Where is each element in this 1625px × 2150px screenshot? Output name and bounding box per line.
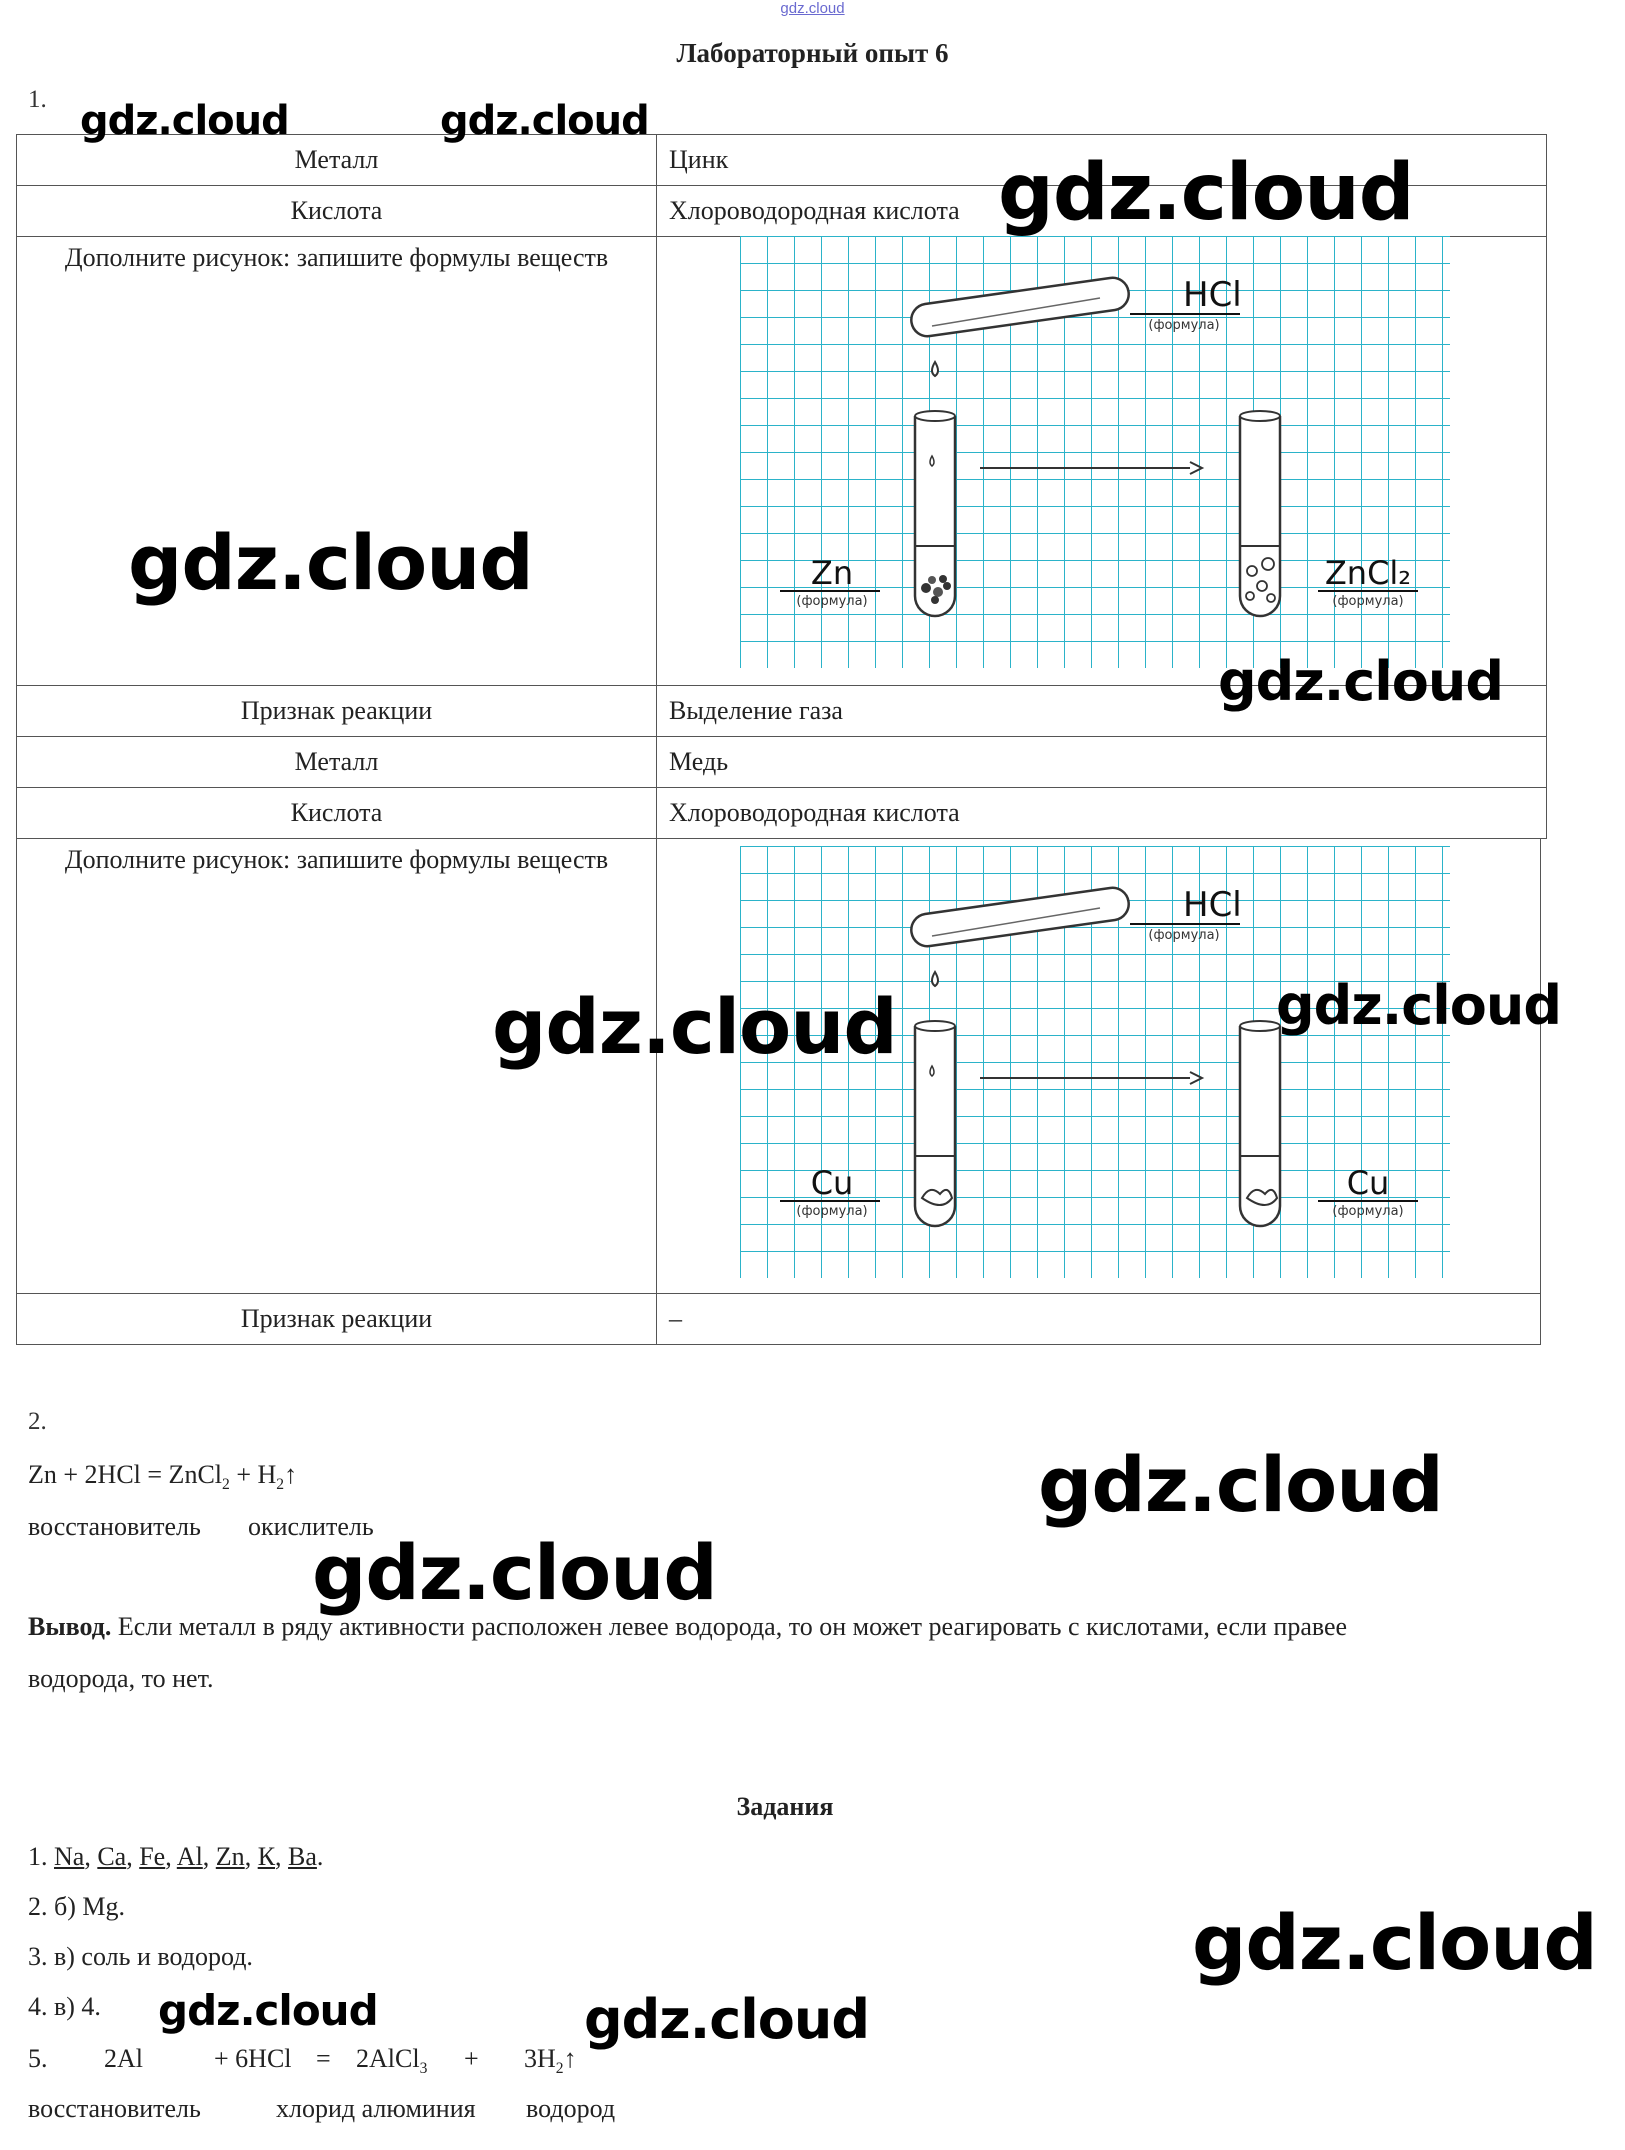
watermark: gdz.cloud bbox=[80, 98, 289, 144]
watermark: gdz.cloud bbox=[1276, 974, 1561, 1037]
task-3: 3. в) соль и водород. bbox=[28, 1942, 253, 1971]
test-tube-zinc-icon bbox=[915, 411, 955, 616]
watermark: gdz.cloud bbox=[492, 982, 897, 1071]
test-tube-copper-icon bbox=[1240, 1021, 1280, 1226]
section-1-number: 1. bbox=[28, 86, 47, 113]
acid-label: Кислота bbox=[17, 788, 657, 839]
figure-instruction: Дополните рисунок: запишите формулы веществ bbox=[17, 237, 657, 686]
oxidizer-label: окислитель bbox=[248, 1512, 374, 1541]
drop-icon bbox=[932, 972, 938, 986]
metal-label: Металл bbox=[17, 135, 657, 186]
task-2: 2. б) Mg. bbox=[28, 1892, 126, 1921]
formula-caption: (формула) bbox=[1332, 594, 1404, 609]
formula-caption: (формула) bbox=[796, 594, 868, 609]
formula-caption: (формула) bbox=[1148, 318, 1220, 333]
acid-value: Хлороводородная кислота bbox=[657, 186, 1547, 237]
formula-caption: (формула) bbox=[796, 1204, 868, 1219]
watermark: gdz.cloud bbox=[1218, 650, 1503, 713]
conclusion-continued: водорода, то нет. bbox=[28, 1664, 214, 1693]
test-tube-copper-icon bbox=[915, 1021, 955, 1226]
drop-icon bbox=[932, 362, 938, 376]
formula-caption: (формула) bbox=[1148, 928, 1220, 943]
watermark: gdz.cloud bbox=[584, 1988, 869, 2051]
product-formula: ZnCl₂ bbox=[1324, 554, 1412, 592]
watermark: gdz.cloud bbox=[1038, 1440, 1443, 1529]
reactant-formula: Cu bbox=[810, 1164, 854, 1202]
watermark: gdz.cloud bbox=[1192, 1898, 1597, 1987]
metal-label: Металл bbox=[17, 737, 657, 788]
page-title: Лабораторный опыт 6 bbox=[676, 38, 949, 68]
metal-value: Медь bbox=[657, 737, 1547, 788]
acid-formula: HCl bbox=[1183, 275, 1242, 315]
conclusion: Вывод. Если металл в ряду активности расположен левее водорода, то он может реагировать с кислотами, если правее bbox=[28, 1612, 1348, 1641]
watermark: gdz.cloud bbox=[998, 148, 1414, 238]
site-link[interactable]: gdz.cloud bbox=[780, 0, 845, 17]
task-5-label-hydrogen: водород bbox=[526, 2094, 616, 2123]
equation-zinc: Zn + 2HCl = ZnCl$_2$ + $H_2↑$ bbox=[28, 1460, 298, 1494]
sign-label: Признак реакции bbox=[17, 686, 657, 737]
task-4: 4. в) 4. bbox=[28, 1992, 101, 2021]
metal-value: Цинк bbox=[657, 135, 1547, 186]
zinc-reaction-figure bbox=[740, 236, 1450, 668]
task-5-label-reducer: восстановитель bbox=[28, 2094, 201, 2123]
acid-value: Хлороводородная кислота bbox=[657, 788, 1547, 839]
acid-formula: HCl bbox=[1183, 885, 1242, 925]
watermark: gdz.cloud bbox=[128, 518, 533, 607]
watermark: gdz.cloud bbox=[440, 98, 649, 144]
task-5: 5. 2Al + 6HCl = 2AlCl$_3$ + $3H_2↑$ bbox=[28, 2044, 577, 2078]
watermark: gdz.cloud bbox=[312, 1528, 717, 1617]
tasks-title: Задания bbox=[736, 1792, 834, 1821]
reactant-formula: Zn bbox=[810, 554, 854, 592]
figure-instruction: Дополните рисунок: запишите формулы веществ bbox=[17, 839, 657, 1294]
sign-label: Признак реакции bbox=[17, 1294, 657, 1345]
sign-value: – bbox=[657, 1294, 1541, 1345]
test-tube-product-icon bbox=[1240, 411, 1280, 616]
watermark: gdz.cloud bbox=[158, 1986, 378, 2035]
task-5-label-salt: хлорид алюминия bbox=[276, 2094, 476, 2123]
formula-caption: (формула) bbox=[1332, 1204, 1404, 1219]
acid-label: Кислота bbox=[17, 186, 657, 237]
task-1: 1. Na, Ca, Fe, Al, Zn, К, Ba. bbox=[28, 1842, 324, 1871]
product-formula: Cu bbox=[1346, 1164, 1390, 1202]
reducer-label: восстановитель bbox=[28, 1512, 201, 1541]
section-2-number: 2. bbox=[28, 1408, 47, 1435]
sign-value: Выделение газа bbox=[657, 686, 1547, 737]
